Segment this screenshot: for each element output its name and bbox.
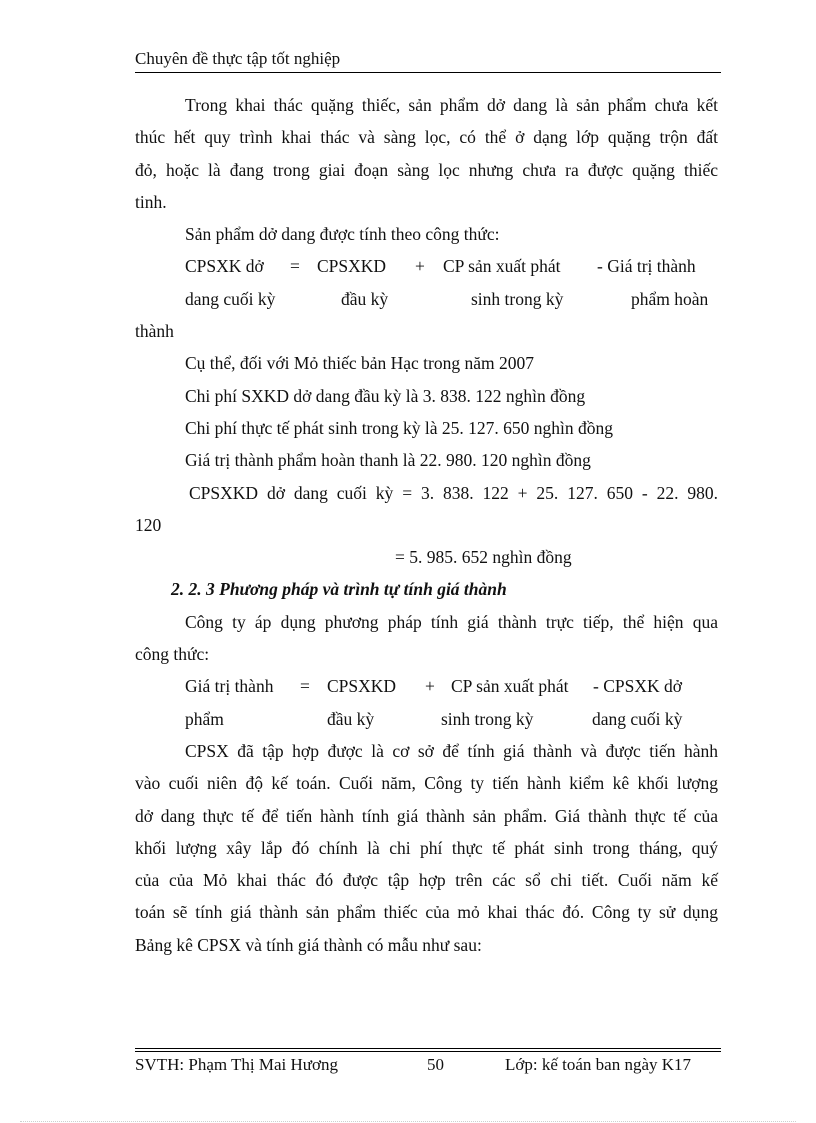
example-intro: Cụ thể, đối với Mỏ thiếc bản Hạc trong năm 2007 xyxy=(185,353,534,374)
para1-line2: thúc hết quy trình khai thác và sàng lọc, có thể ở dạng lớp quặng trộn đất xyxy=(135,127,718,148)
formula2-term-c-cont: sinh trong kỳ xyxy=(441,708,534,729)
formula2-term-c: CP sản xuất phát xyxy=(451,676,569,697)
formula-intro: Sản phẩm dở dang được tính theo công thức: xyxy=(185,224,500,245)
page-header xyxy=(135,48,721,73)
formula2-term-d: - CPSXK dở xyxy=(593,676,682,697)
formula1-plus: + xyxy=(415,256,425,277)
formula1-row1 xyxy=(135,250,718,282)
formula1-term-d: - Giá trị thành xyxy=(597,256,696,277)
footer-rule-top xyxy=(135,1048,721,1049)
footer-class: Lớp: kế toán ban ngày K17 xyxy=(505,1055,692,1074)
para3-line4: khối lượng xây lắp đó chính là chi phí thực tế phát sinh trong tháng, quý xyxy=(135,837,718,858)
para3-line2: vào cuối niên độ kế toán. Cuối năm, Công ty tiến hành kiểm kê khối lượng xyxy=(135,773,718,794)
formula1-row3: thành xyxy=(135,321,174,342)
section-heading: 2. 2. 3 Phương pháp và trình tự tính giá thành xyxy=(171,579,507,600)
para3-line7: Bảng kê CPSX và tính giá thành có mẫu như sau: xyxy=(135,934,482,955)
header-title: Chuyên đề thực tập tốt nghiệp xyxy=(135,49,341,68)
formula2-row1 xyxy=(135,670,718,702)
page-edge-divider xyxy=(20,1121,796,1122)
example-line2: Chi phí thực tế phát sinh trong kỳ là 25. 127. 650 nghìn đồng xyxy=(185,417,613,438)
para1-line4: tinh. xyxy=(135,191,167,212)
formula2-term-d-cont: dang cuối kỳ xyxy=(592,708,683,729)
para2-line1: Công ty áp dụng phương pháp tính giá thành trực tiếp, thể hiện qua xyxy=(185,611,718,632)
para3-line5: của của Mỏ khai thác đó được tập hợp trên các sổ chi tiết. Cuối năm kế xyxy=(135,870,718,891)
para3-line1: CPSX đã tập hợp được là cơ sở để tính giá thành và được tiến hành xyxy=(185,740,718,761)
formula1-term-b: CPSXKD xyxy=(317,256,387,277)
formula1-term-a-cont: dang cuối kỳ xyxy=(185,288,276,309)
formula1-equals: = xyxy=(290,256,300,277)
para3-line3: dở dang thực tế để tiến hành tính giá thành sản phẩm. Giá thành thực tế của xyxy=(135,805,718,826)
example-line3: Giá trị thành phẩm hoàn thanh là 22. 980. 120 nghìn đồng xyxy=(185,450,591,471)
formula1-term-c-cont: sinh trong kỳ xyxy=(471,288,564,309)
footer-student: SVTH: Phạm Thị Mai Hương xyxy=(135,1055,339,1074)
formula1-term-d-cont: phẩm hoàn xyxy=(631,288,709,309)
para2-line2: công thức: xyxy=(135,644,210,665)
formula2-term-a-cont: phẩm xyxy=(185,708,224,729)
example-calc-cont: 120 xyxy=(135,514,162,535)
formula2-plus: + xyxy=(425,676,435,697)
example-line1: Chi phí SXKD dở dang đầu kỳ là 3. 838. 122 nghìn đồng xyxy=(185,385,586,406)
example-result: = 5. 985. 652 nghìn đồng xyxy=(395,547,572,568)
formula2-row2 xyxy=(135,703,718,735)
formula1-term-b-cont: đầu kỳ xyxy=(341,288,389,309)
document-body xyxy=(135,89,718,961)
para3-line6: toán sẽ tính giá thành sản phẩm thiếc của mỏ khai thác đó. Công ty sử dụng xyxy=(135,902,718,923)
footer-page-number: 50 xyxy=(427,1055,444,1074)
para1-line3: đỏ, hoặc là đang trong giai đoạn sàng lọc nhưng chưa ra được quặng thiếc xyxy=(135,159,718,180)
formula2-term-a: Giá trị thành xyxy=(185,676,274,697)
formula1-term-a: CPSXK dở xyxy=(185,256,264,277)
para1-line1: Trong khai thác quặng thiếc, sản phẩm dở dang là sản phẩm chưa kết xyxy=(185,95,718,115)
formula2-term-b: CPSXKD xyxy=(327,676,397,697)
formula2-equals: = xyxy=(300,676,310,697)
formula2-term-b-cont: đầu kỳ xyxy=(327,708,375,729)
formula1-row2 xyxy=(135,283,718,315)
example-calc: CPSXKD dở dang cuối kỳ = 3. 838. 122 + 25. 127. 650 - 22. 980. xyxy=(189,482,718,503)
footer-rule-bottom xyxy=(135,1051,721,1052)
formula1-term-c: CP sản xuất phát xyxy=(443,256,561,277)
